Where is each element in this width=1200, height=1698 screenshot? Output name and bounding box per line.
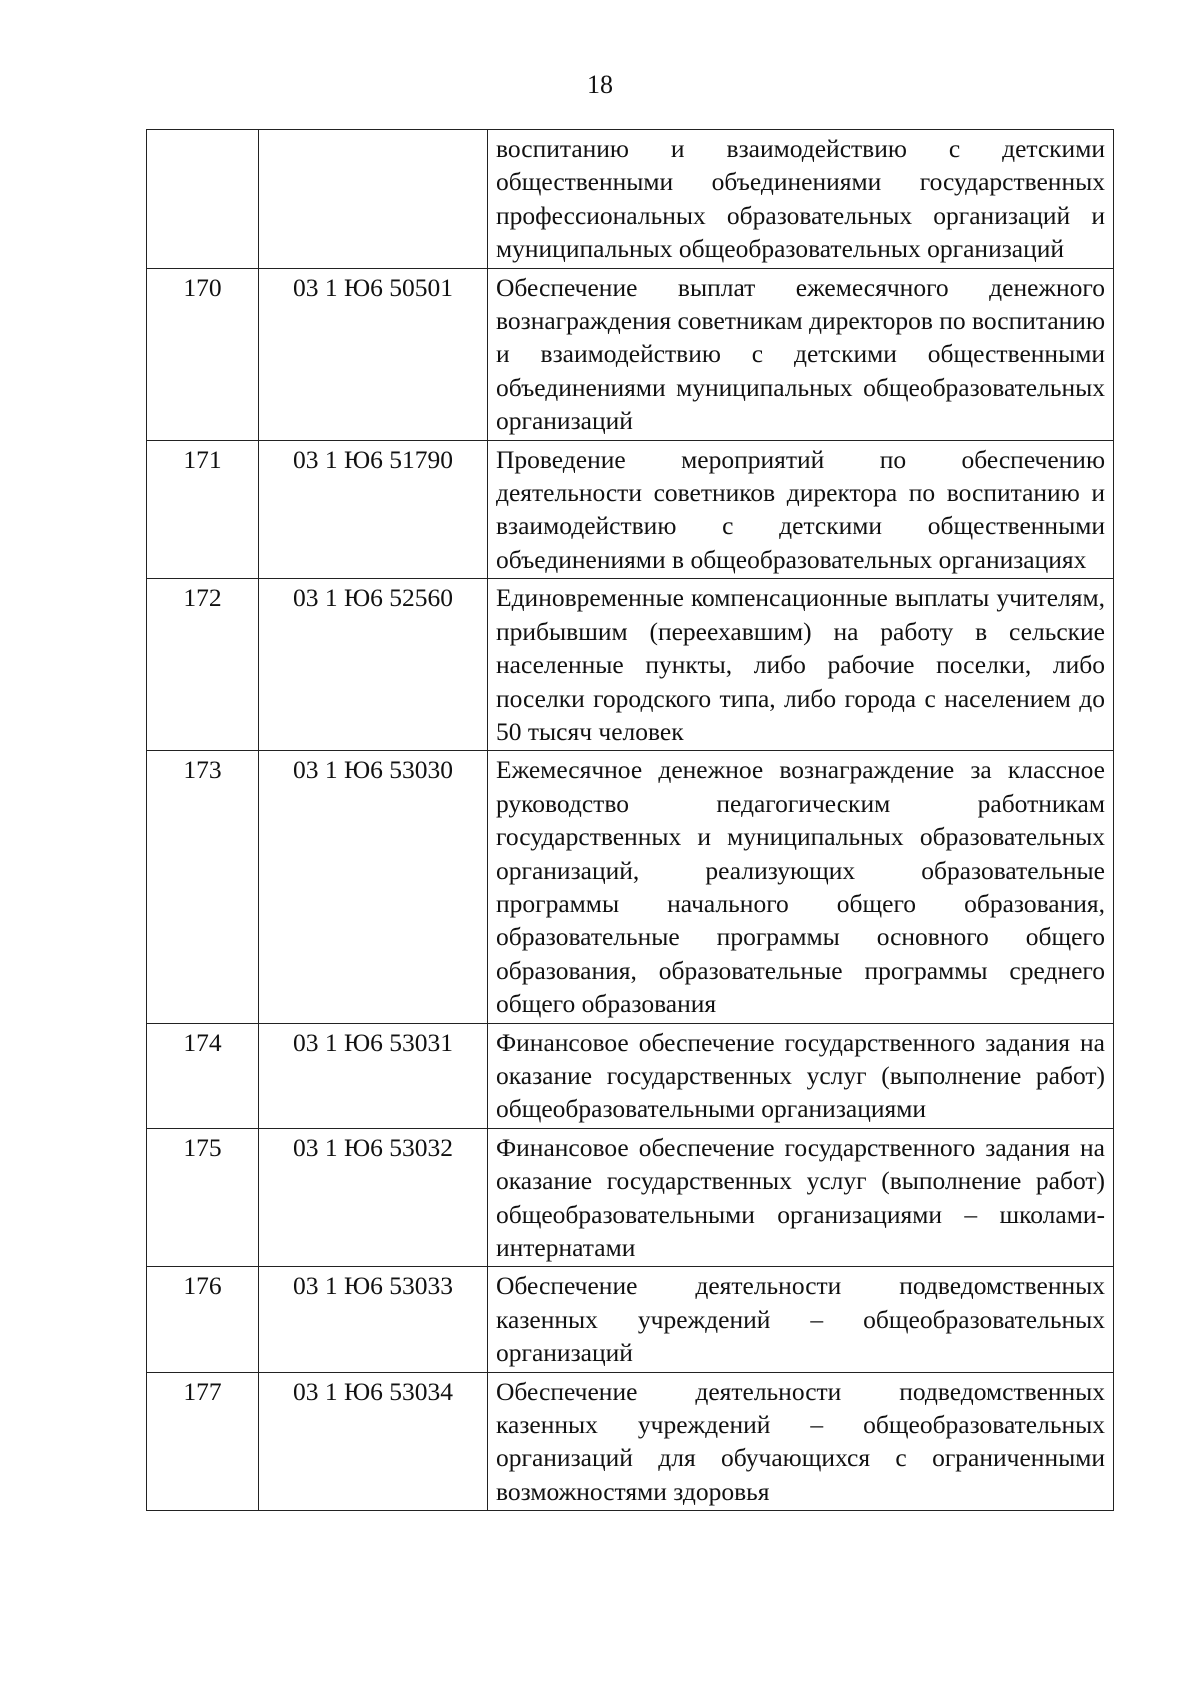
row-description: Ежемесячное денежное вознаграждение за классное руководство педагогическим работникам государственных и муниципальных образовательных организаций, реализующих образовательные программы начального общего образования, образовательные программы основного общего образования, образовательные программы среднего общего образования <box>488 751 1114 1023</box>
row-description: Обеспечение деятельности подведомственных казенных учреждений – общеобразовательных организаций <box>488 1267 1114 1372</box>
row-number: 174 <box>147 1023 259 1128</box>
row-description: Финансовое обеспечение государственного задания на оказание государственных услуг (выполнение работ) общеобразовательными организациями <box>488 1023 1114 1128</box>
row-description: Проведение мероприятий по обеспечению деятельности советников директора по воспитанию и взаимодействию с детскими общественными объединениями в общеобразовательных организациях <box>488 440 1114 579</box>
row-number: 172 <box>147 579 259 751</box>
budget-code: 03 1 Ю6 53032 <box>259 1128 488 1267</box>
row-description: Единовременные компенсационные выплаты учителям, прибывшим (переехавшим) на работу в сельские населенные пункты, либо рабочие поселки, либо поселки городского типа, либо города с населением до 50 тысяч человек <box>488 579 1114 751</box>
budget-code: 03 1 Ю6 53033 <box>259 1267 488 1372</box>
page-number: 18 <box>587 70 613 99</box>
row-number: 175 <box>147 1128 259 1267</box>
table-row <box>147 751 1114 1023</box>
row-number: 177 <box>147 1372 259 1511</box>
row-number: 171 <box>147 440 259 579</box>
table-row <box>147 440 1114 579</box>
budget-codes-table <box>146 129 1114 1511</box>
budget-code: 03 1 Ю6 52560 <box>259 579 488 751</box>
table-row <box>147 1372 1114 1511</box>
budget-code: 03 1 Ю6 50501 <box>259 268 488 440</box>
table-row <box>147 1128 1114 1267</box>
table-row <box>147 130 1114 269</box>
budget-code: 03 1 Ю6 51790 <box>259 440 488 579</box>
budget-code: 03 1 Ю6 53034 <box>259 1372 488 1511</box>
row-number <box>147 130 259 269</box>
row-number: 170 <box>147 268 259 440</box>
row-number: 173 <box>147 751 259 1023</box>
row-number: 176 <box>147 1267 259 1372</box>
budget-code: 03 1 Ю6 53030 <box>259 751 488 1023</box>
table-row <box>147 579 1114 751</box>
table-row <box>147 1023 1114 1128</box>
row-description: Обеспечение выплат ежемесячного денежного вознаграждения советникам директоров по воспитанию и взаимодействию с детскими общественными объединениями муниципальных общеобразовательных организаций <box>488 268 1114 440</box>
row-description: Обеспечение деятельности подведомственных казенных учреждений – общеобразовательных организаций для обучающихся с ограниченными возможностями здоровья <box>488 1372 1114 1511</box>
row-description: воспитанию и взаимодействию с детскими общественными объединениями государственных профессиональных образовательных организаций и муниципальных общеобразовательных организаций <box>488 130 1114 269</box>
budget-code <box>259 130 488 269</box>
table-row <box>147 1267 1114 1372</box>
row-description: Финансовое обеспечение государственного задания на оказание государственных услуг (выполнение работ) общеобразовательными организациями – школами-интернатами <box>488 1128 1114 1267</box>
table-row <box>147 268 1114 440</box>
budget-code: 03 1 Ю6 53031 <box>259 1023 488 1128</box>
